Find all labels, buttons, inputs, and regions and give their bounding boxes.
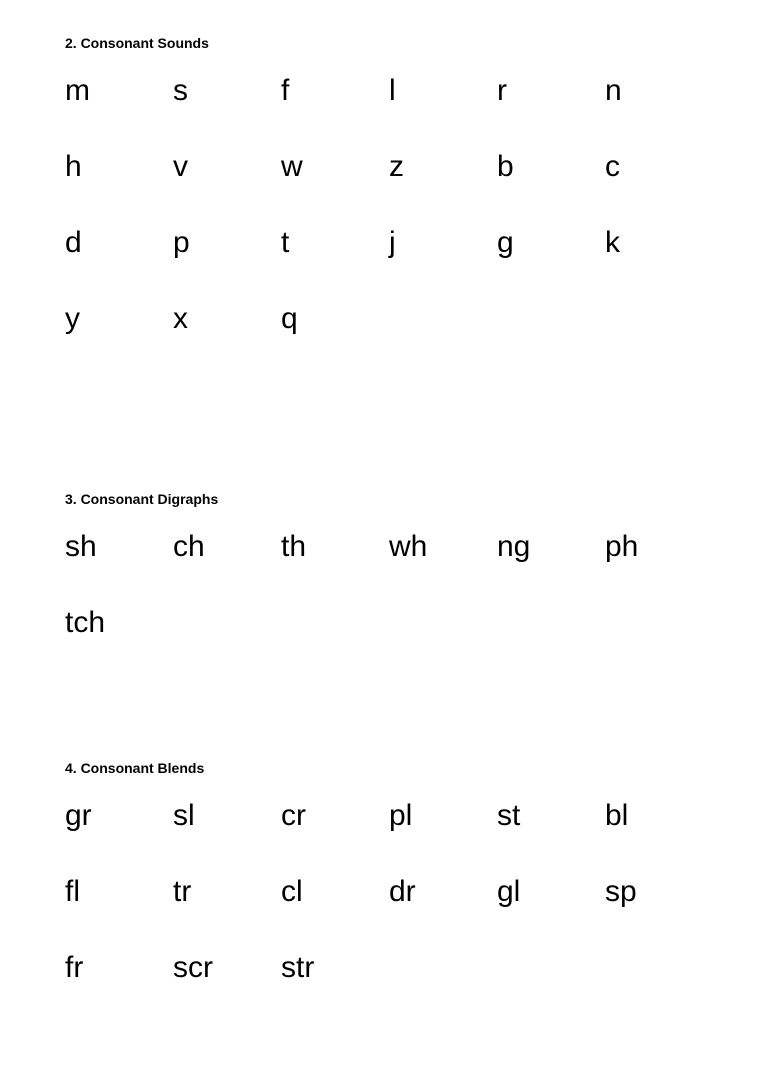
sound-item: f: [281, 74, 290, 107]
sound-grid: [65, 73, 622, 377]
sound-item: n: [605, 74, 622, 107]
sound-item: y: [65, 302, 80, 335]
sound-item: b: [497, 150, 514, 183]
sound-item: x: [173, 302, 188, 335]
sound-item: p: [173, 226, 190, 259]
sound-item: cl: [281, 875, 303, 908]
sound-item: pl: [389, 799, 413, 832]
sound-item: m: [65, 74, 90, 107]
sound-item: t: [281, 226, 290, 259]
sound-item: dr: [389, 875, 416, 908]
sound-item: gl: [497, 875, 521, 908]
sound-grid: [65, 529, 639, 681]
sound-item: fl: [65, 875, 80, 908]
sound-grid: [65, 798, 637, 1026]
sound-item: th: [281, 530, 307, 563]
sound-item: fr: [65, 951, 84, 984]
sound-item: scr: [173, 951, 213, 984]
sound-item: k: [605, 226, 620, 259]
sound-item: v: [173, 150, 188, 183]
sound-item: l: [389, 74, 396, 107]
section-consonant-sounds: [65, 35, 622, 377]
section-title: 2. Consonant Sounds: [65, 35, 209, 51]
sound-item: str: [281, 951, 315, 984]
sound-item: st: [497, 799, 521, 832]
sound-item: ch: [173, 530, 205, 563]
sound-item: ph: [605, 530, 639, 563]
sound-item: w: [281, 150, 303, 183]
sound-item: bl: [605, 799, 629, 832]
sound-item: sl: [173, 799, 195, 832]
sound-item: c: [605, 150, 620, 183]
sound-item: wh: [389, 530, 428, 563]
sound-item: sh: [65, 530, 97, 563]
sound-item: cr: [281, 799, 306, 832]
sound-item: d: [65, 226, 82, 259]
sound-item: s: [173, 74, 188, 107]
sound-item: z: [389, 150, 404, 183]
section-consonant-blends: [65, 760, 637, 1026]
section-title: 4. Consonant Blends: [65, 760, 205, 776]
sound-item: r: [497, 74, 507, 107]
sound-item: q: [281, 302, 298, 335]
sound-item: ng: [497, 530, 531, 563]
sound-item: gr: [65, 799, 92, 832]
section-title: 3. Consonant Digraphs: [65, 491, 219, 507]
sound-item: j: [389, 226, 396, 259]
sound-item: tch: [65, 606, 106, 639]
sound-item: h: [65, 150, 82, 183]
sound-item: sp: [605, 875, 637, 908]
sound-item: g: [497, 226, 514, 259]
section-consonant-digraphs: [65, 491, 639, 681]
sound-item: tr: [173, 875, 192, 908]
